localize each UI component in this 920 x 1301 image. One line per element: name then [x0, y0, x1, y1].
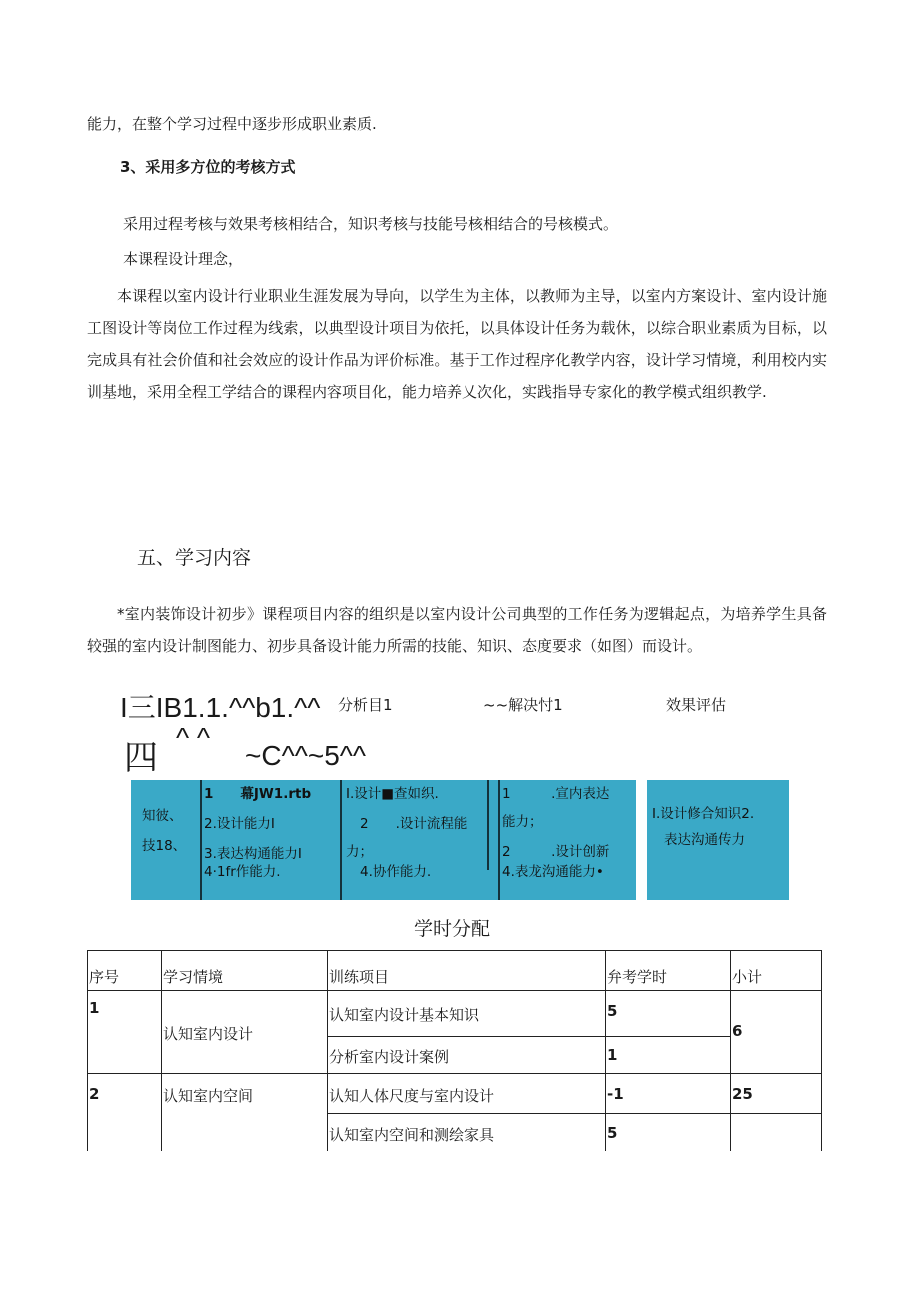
diagram-col-evaluate: 效果评估 — [666, 696, 727, 714]
table-rule — [87, 990, 822, 991]
box-line: 4·1fr作能力. — [204, 864, 281, 880]
table-rule — [821, 950, 822, 1151]
table-header: 小计 — [732, 968, 763, 986]
table-cell-no: 2 — [89, 1085, 100, 1103]
table-cell-item: 认知室内设计基本知识 — [329, 1006, 480, 1024]
box-line: 4.表龙沟通能力• — [502, 864, 604, 880]
section-paragraph: *室内装饰设计初步》课程项目内容的组织是以室内设计公司典型的工作任务为逻辑起点，为培养学生具备较强的室内设计制图能力、初步具备设计能力所需的技能、知识、态度要求（如图）而设计。 — [87, 605, 827, 655]
side-line: 技18、 — [142, 838, 187, 854]
table-rule — [161, 950, 162, 1151]
box-line: 1 幕JW1.rtb — [204, 786, 312, 802]
diagram-divider — [487, 780, 489, 870]
box-line: 1 .宣内表达 — [502, 786, 610, 802]
box-line: 力； — [346, 844, 373, 860]
diagram-side-label — [142, 801, 186, 861]
intro-line: 能力，在整个学习过程中逐步形成职业素质. — [87, 115, 377, 133]
table-cell-item: 认知人体尺度与室内设计 — [329, 1087, 495, 1105]
table-rule — [327, 1113, 822, 1114]
diagram-col-solve: ~~解决忖1 — [483, 696, 563, 714]
box-line: I.设计修合知识2. — [652, 806, 755, 822]
table-cell-hours: -1 — [607, 1085, 624, 1103]
concept-label: 本课程设计理念， — [123, 250, 244, 268]
table-rule — [87, 1073, 822, 1074]
table-rule — [87, 950, 822, 951]
table-cell-item: 认知室内空间和测绘家具 — [329, 1126, 495, 1144]
side-line: 知彼、 — [142, 808, 183, 824]
table-cell-context: 认知室内空间 — [163, 1087, 254, 1105]
box-line: 2 .设计流程能 — [360, 816, 468, 832]
heading-assessment: 3、采用多方位的考核方式 — [120, 158, 296, 176]
table-cell-hours: 1 — [607, 1046, 618, 1064]
table-cell-hours: 5 — [607, 1002, 618, 1020]
table-rule — [327, 1036, 730, 1037]
table-rule — [730, 950, 731, 1151]
box-line: 4.协作能力. — [360, 864, 432, 880]
box-line: 2.设计能力I — [204, 816, 275, 832]
diagram-box-evaluate — [652, 801, 754, 853]
table-header: 序号 — [89, 968, 120, 986]
table-rule — [327, 950, 328, 1151]
box-line: 2 .设计创新 — [502, 844, 610, 860]
section-title: 五、学习内容 — [137, 547, 252, 569]
diagram-divider — [340, 780, 342, 900]
diagram-divider — [200, 780, 202, 900]
table-cell-context: 认知室内设计 — [163, 1025, 254, 1043]
diagram-garbled-heading: I三IB1.1.^^b1.^^ — [120, 692, 321, 723]
concept-paragraph: 本课程以室内设计行业职业生涯发展为导向，以学生为主体，以教师为主导，以室内方案设计、室内设计施工图设计等岗位工作过程为线索，以典型设计项目为依托，以具体设计任务为载休，以综合职业素质为目标，以完成具有社会价值和社会效应的设计作品为评价标准。基于工作过程序化教学内容，设计学习情境，利用校内实训基地，采用全程工学结合的课程内容项目化，能力培养乂次化，实践指导专家化的教学模式组织教学. — [87, 287, 827, 401]
box-line: 3.表达构通能力I — [204, 846, 302, 862]
exam-text: 采用过程考核与效果考核相结合，知识考核与技能号核相结合的号核模式。 — [123, 215, 619, 233]
table-header: 学习情境 — [163, 968, 224, 986]
diagram-divider — [498, 780, 500, 900]
diagram-garbled-carets: ^ ^ — [176, 722, 211, 753]
table-header: 训练项目 — [329, 968, 390, 986]
diagram-garbled-glyph: 四 — [124, 739, 158, 777]
table-cell-subtotal: 6 — [732, 1022, 743, 1040]
table-rule — [87, 950, 88, 1151]
box-line: 能力； — [502, 814, 543, 830]
diagram-garbled-sequence: ~C^^~5^^ — [245, 740, 367, 771]
diagram-col-analysis: 分析目1 — [338, 696, 393, 714]
table-cell-subtotal: 25 — [732, 1085, 753, 1103]
box-line: 表达沟通传力 — [664, 832, 745, 848]
table-header: 弁考学时 — [607, 968, 668, 986]
table-caption: 学时分配 — [414, 918, 491, 940]
table-cell-item: 分析室内设计案例 — [329, 1048, 450, 1066]
table-cell-hours: 5 — [607, 1124, 618, 1142]
table-cell-no: 1 — [89, 999, 100, 1017]
table-rule — [605, 950, 606, 1151]
box-line: I.设计■查如织. — [346, 786, 439, 802]
